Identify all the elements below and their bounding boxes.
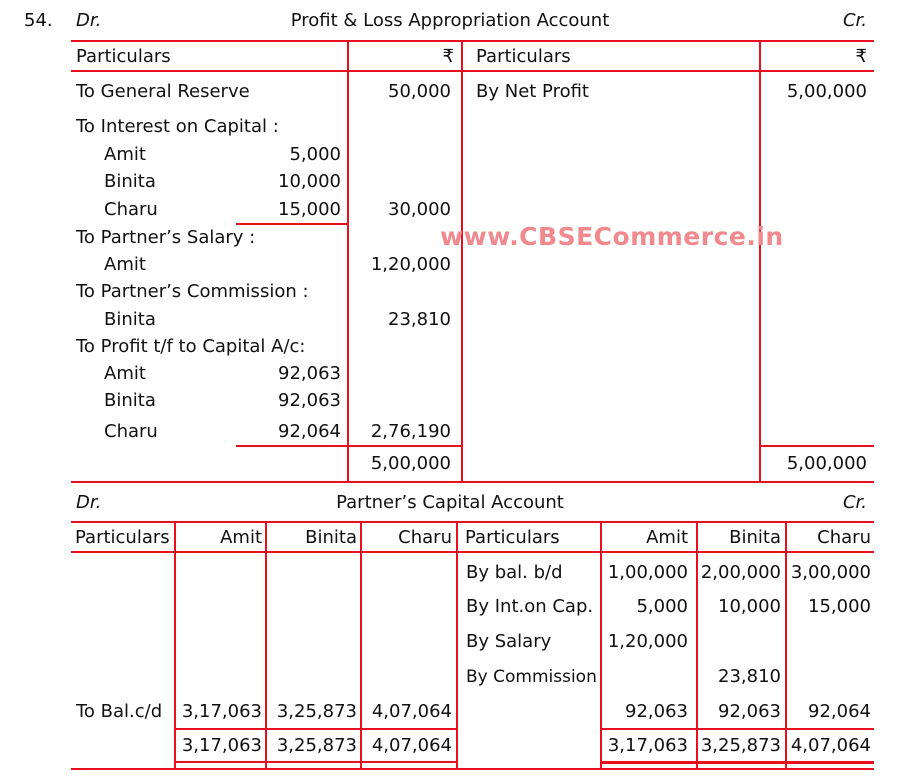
credit-charu: 15,000 [808,596,871,617]
credit-label: By Int.on Cap. [466,596,594,617]
partner-name: Charu [104,199,158,220]
credit-binita: 10,000 [718,596,781,617]
credit-binita: 2,00,000 [700,562,781,583]
row-amount: 23,810 [388,309,451,330]
rule [456,521,458,769]
rule [175,761,457,763]
rule [71,768,874,770]
partner-name: Binita [104,309,156,330]
watermark: www.CBSECommerce.in [440,222,784,251]
row-label: By Net Profit [476,81,589,102]
rule [71,70,874,72]
row-label: To Interest on Capital : [76,116,279,137]
debit-charu: 4,07,064 [371,701,452,722]
rule [71,551,874,553]
credit-amit: 1,20,000 [607,631,688,652]
credit-charu: 3,00,000 [790,562,871,583]
debit-total-charu: 4,07,064 [371,735,452,756]
credit-total-binita: 3,25,873 [700,735,781,756]
header-particulars: Particulars [465,527,560,548]
debit-amit: 3,17,063 [181,701,262,722]
header-particulars: Particulars [476,46,571,67]
partner-value: 92,063 [278,363,341,384]
rule [347,40,349,483]
partner-name: Amit [104,254,146,275]
cr-label: Cr. [842,10,867,31]
row-amount: 5,00,000 [786,81,867,102]
rule [601,728,874,730]
row-amount: 1,20,000 [370,254,451,275]
partner-name: Charu [104,421,158,442]
row-label: To Partner’s Commission : [76,281,309,302]
header-binita: Binita [305,527,357,548]
total-left: 5,00,000 [370,453,451,474]
rule [174,521,176,769]
partner-name: Binita [104,390,156,411]
credit-total-amit: 3,17,063 [607,735,688,756]
debit-binita: 3,25,873 [276,701,357,722]
row-amount: 30,000 [388,199,451,220]
rule [71,40,874,42]
header-amit: Amit [646,527,688,548]
row-amount: 2,76,190 [370,421,451,442]
rule [696,521,698,769]
credit-label: By Salary [466,631,552,652]
partner-name: Binita [104,171,156,192]
credit-amit: 92,063 [625,701,688,722]
credit-total-charu: 4,07,064 [790,735,871,756]
account-title: Partner’s Capital Account [336,492,564,513]
credit-binita: 23,810 [718,666,781,687]
debit-total-amit: 3,17,063 [181,735,262,756]
header-amount: ₹ [442,46,454,67]
total-right: 5,00,000 [786,453,867,474]
rule [71,481,874,483]
credit-label: By bal. b/d [466,562,563,583]
credit-amit: 1,00,000 [607,562,688,583]
row-label: To Profit t/f to Capital A/c: [76,336,306,357]
header-binita: Binita [729,527,781,548]
partner-value: 15,000 [278,199,341,220]
header-amit: Amit [220,527,262,548]
credit-amit: 5,000 [636,596,688,617]
header-particulars: Particulars [75,527,170,548]
rule [461,40,463,483]
row-amount: 50,000 [388,81,451,102]
header-charu: Charu [398,527,452,548]
rule [236,223,348,225]
partner-value: 10,000 [278,171,341,192]
partner-name: Amit [104,144,146,165]
credit-label: By Commission [466,667,597,687]
rule [760,445,874,447]
partner-value: 5,000 [289,144,341,165]
debit-total-binita: 3,25,873 [276,735,357,756]
credit-binita: 92,063 [718,701,781,722]
question-number: 54. [24,10,53,31]
row-label: To Partner’s Salary : [76,227,256,248]
rule [601,761,874,764]
cr-label: Cr. [842,492,867,513]
rule [175,728,457,730]
header-amount: ₹ [855,46,867,67]
dr-label: Dr. [76,10,102,31]
rule [265,521,267,769]
rule [71,521,874,523]
partner-value: 92,064 [278,421,341,442]
credit-charu: 92,064 [808,701,871,722]
rule [236,445,462,447]
rule [759,40,761,483]
header-charu: Charu [817,527,871,548]
header-particulars: Particulars [76,46,171,67]
rule [785,521,787,769]
account-title: Profit & Loss Appropriation Account [290,10,610,31]
row-label: To General Reserve [76,81,250,102]
debit-label: To Bal.c/d [76,701,163,722]
partner-name: Amit [104,363,146,384]
rule [360,521,362,769]
dr-label: Dr. [76,492,102,513]
partner-value: 92,063 [278,390,341,411]
